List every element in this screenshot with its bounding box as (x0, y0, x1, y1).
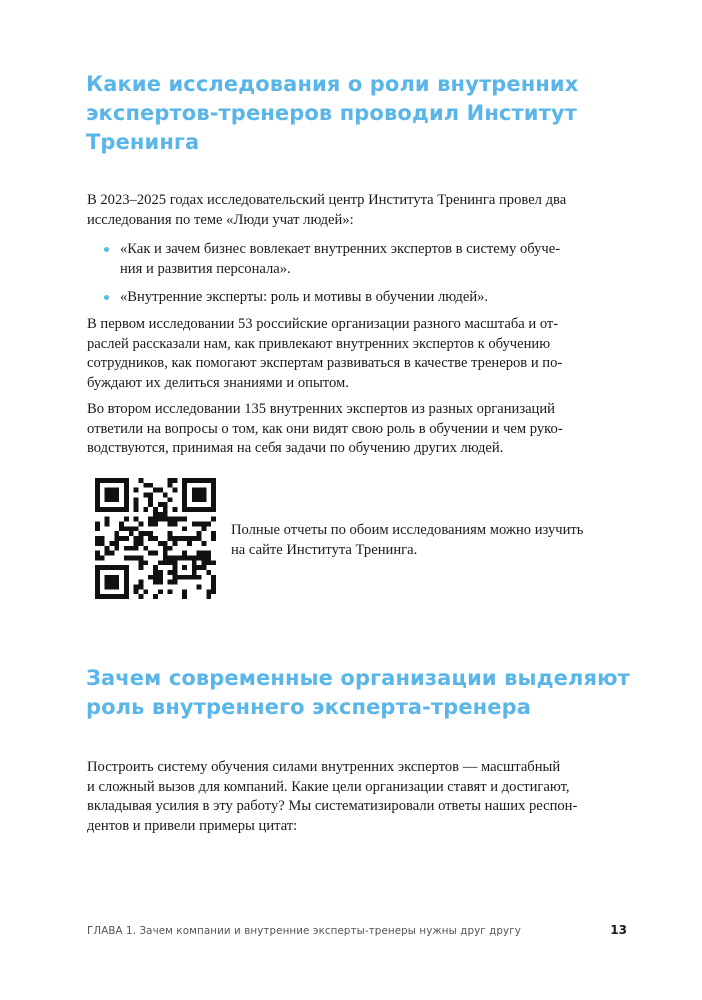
heading-line: роль внутреннего эксперта-тренера (86, 695, 532, 719)
page-footer (87, 925, 627, 937)
text-line: раслей рассказали нам, как привлекают внутренних экспертов к обучению (87, 335, 551, 352)
heading-line: Зачем современные организации выделяют (86, 666, 630, 690)
section-heading-research (86, 70, 646, 157)
list-item (103, 288, 633, 308)
intro-paragraph (87, 191, 632, 230)
text-line: вкладывая усилия в эту работу? Мы систематизировали ответы наших респон- (87, 798, 578, 815)
text-line: на сайте Института Тренинга. (231, 541, 418, 558)
text-line: дентов и привели примеры цитат: (87, 817, 298, 834)
heading-line: Какие исследования о роли внутренних (86, 72, 579, 96)
text-line: водствуются, принимая на себя задачи по обучению других людей. (87, 440, 504, 457)
list-item (103, 240, 633, 279)
text-line: сотрудников, как помогают экспертам развиваться в качестве тренеров и по- (87, 355, 563, 372)
section-heading-goals (86, 664, 646, 722)
chapter-title: Зачем компании и внутренние эксперты-тренеры нужны друг другу (139, 925, 521, 937)
qr-caption (231, 521, 651, 560)
text-line: исследования по теме «Люди учат людей»: (87, 211, 354, 228)
bullet-icon (104, 295, 109, 300)
text-line: «Как и зачем бизнес вовлекает внутренних экспертов в систему обуче- (120, 241, 561, 257)
text-line: ответили на вопросы о том, как они видят свою роль в обучении и чем руко- (87, 420, 563, 437)
text-line: буждают их делиться знаниями и опытом. (87, 374, 349, 391)
research-list (103, 240, 633, 308)
page-number: 13 (610, 923, 627, 937)
chapter-label: ГЛАВА 1. (87, 925, 137, 937)
text-line: Во втором исследовании 135 внутренних экспертов из разных организаций (87, 401, 555, 417)
text-line: В первом исследовании 53 российские организации разного масштаба и от- (87, 316, 559, 332)
text-line: Построить систему обучения силами внутренних экспертов — масштабный (87, 759, 561, 775)
text-line: ния и развития персонала». (120, 260, 291, 277)
paragraph-goals-intro (87, 758, 632, 836)
bullet-icon (104, 247, 109, 252)
qr-code-icon[interactable] (95, 478, 216, 599)
paragraph-first-study (87, 315, 632, 393)
heading-line: Тренинга (86, 130, 200, 154)
text-line: и сложный вызов для компаний. Какие цели организации ставят и достигают, (87, 778, 570, 795)
text-line: «Внутренние эксперты: роль и мотивы в обучении людей». (120, 289, 489, 306)
heading-line: экспертов-тренеров проводил Институт (86, 101, 577, 125)
paragraph-second-study (87, 400, 632, 459)
text-line: В 2023–2025 годах исследовательский центр Института Тренинга провел два (87, 192, 567, 208)
text-line: Полные отчеты по обоим исследованиям можно изучить (231, 522, 584, 538)
